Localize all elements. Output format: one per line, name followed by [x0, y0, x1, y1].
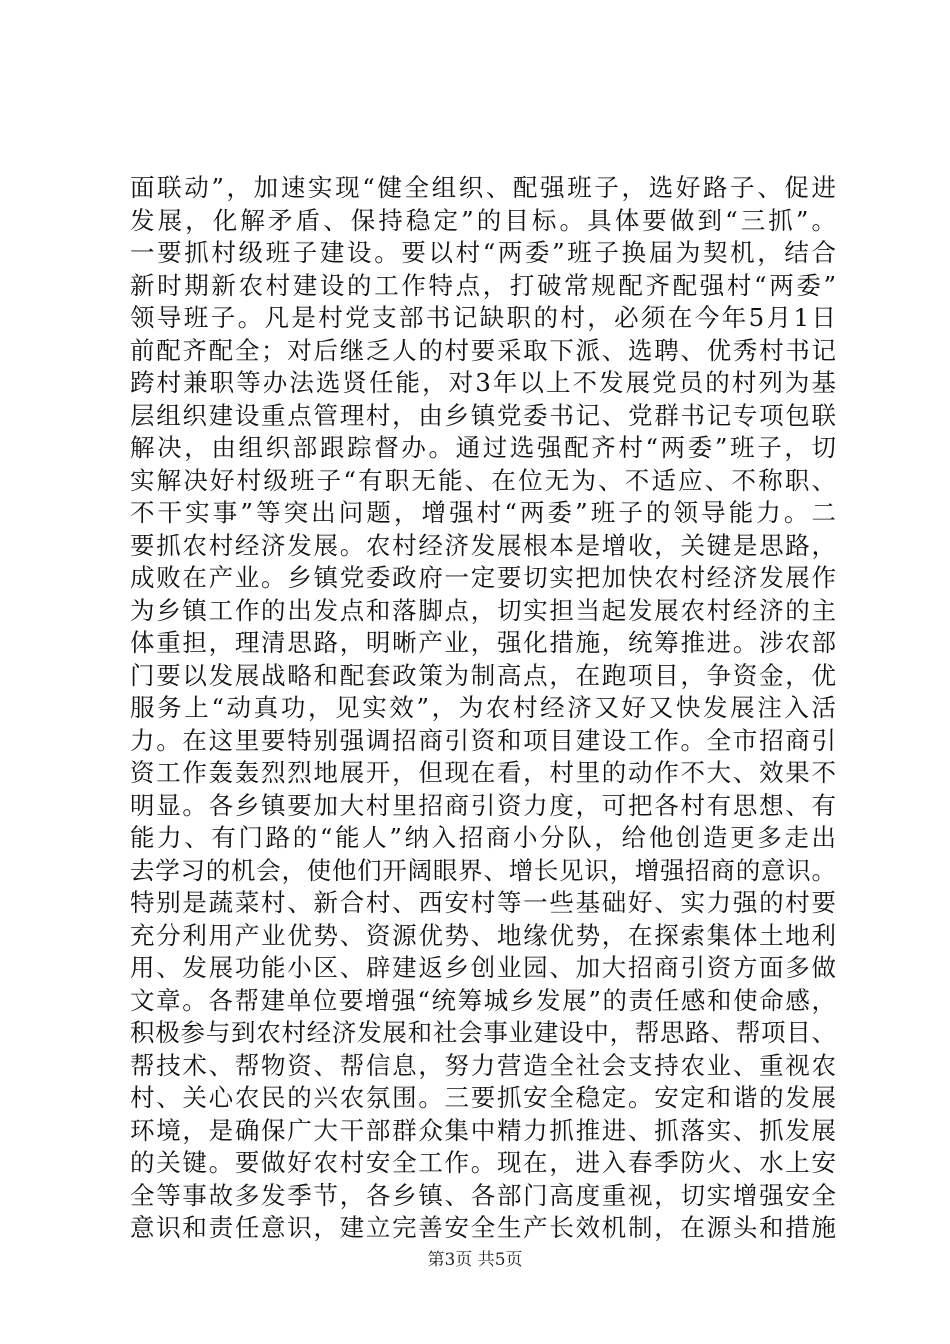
- text-line: 前配齐配全；对后继乏人的村要采取下派、选聘、优秀村书记: [130, 335, 836, 365]
- text-line: 层组织建设重点管理村，由乡镇党委书记、党群书记专项包联: [130, 400, 836, 430]
- text-line: 全等事故多发季节，各乡镇、各部门高度重视，切实增强安全: [130, 1180, 836, 1210]
- text-line: 环境，是确保广大干部群众集中精力抓推进、抓落实、抓发展: [130, 1115, 836, 1145]
- text-line: 去学习的机会，使他们开阔眼界、增长见识，增强招商的意识。: [130, 855, 836, 885]
- text-line: 意识和责任意识，建立完善安全生产长效机制，在源头和措施: [130, 1213, 836, 1242]
- text-line: 特别是蔬菜村、新合村、西安村等一些基础好、实力强的村要: [130, 888, 836, 917]
- text-line: 要抓农村经济发展。农村经济发展根本是增收，关键是思路，: [130, 530, 836, 560]
- text-line: 文章。各帮建单位要增强“统筹城乡发展”的责任感和使命感，: [130, 985, 836, 1015]
- text-line: 的关键。要做好农村安全工作。现在，进入春季防火、水上安: [130, 1148, 836, 1177]
- text-line: 成败在产业。乡镇党委政府一定要切实把加快农村经济发展作: [130, 563, 836, 592]
- text-line: 充分利用产业优势、资源优势、地缘优势，在探索集体土地利: [130, 920, 836, 950]
- text-line: 能力、有门路的“能人”纳入招商小分队，给他创造更多走出: [130, 823, 836, 852]
- text-line: 实解决好村级班子“有职无能、在位无为、不适应、不称职、: [130, 465, 836, 495]
- text-line: 不干实事”等突出问题，增强村“两委”班子的领导能力。二: [130, 498, 836, 527]
- page-number-footer: 第3页 共5页: [427, 1250, 523, 1270]
- text-line: 用、发展功能小区、辟建返乡创业园、加大招商引资方面多做: [130, 953, 836, 982]
- text-line: 门要以发展战略和配套政策为制高点，在跑项目，争资金，优: [130, 660, 836, 690]
- text-line: 积极参与到农村经济发展和社会事业建设中，帮思路、帮项目、: [130, 1018, 836, 1047]
- text-line: 一要抓村级班子建设。要以村“两委”班子换届为契机，结合: [130, 238, 836, 267]
- text-line: 为乡镇工作的出发点和落脚点，切实担当起发展农村经济的主: [130, 595, 836, 625]
- text-line: 新时期新农村建设的工作特点，打破常规配齐配强村“两委”: [130, 270, 836, 300]
- text-line: 发展，化解矛盾、保持稳定”的目标。具体要做到“三抓”。: [130, 205, 836, 235]
- text-line: 资工作轰轰烈烈地展开，但现在看，村里的动作不大、效果不: [130, 758, 836, 787]
- text-line: 领导班子。凡是村党支部书记缺职的村，必须在今年5月1日: [130, 303, 836, 332]
- text-line: 力。在这里要特别强调招商引资和项目建设工作。全市招商引: [130, 725, 836, 755]
- body-text: [130, 172, 836, 1245]
- text-line: 服务上“动真功，见实效”，为农村经济又好又快发展注入活: [130, 693, 836, 722]
- text-line: 体重担，理清思路，明晰产业，强化措施，统筹推进。涉农部: [130, 628, 836, 657]
- text-line: 帮技术、帮物资、帮信息，努力营造全社会支持农业、重视农: [130, 1050, 836, 1080]
- text-line: 明显。各乡镇要加大村里招商引资力度，可把各村有思想、有: [130, 790, 836, 820]
- text-line: 面联动”，加速实现“健全组织、配强班子，选好路子、促进: [130, 173, 836, 202]
- text-line: 跨村兼职等办法选贤任能，对3年以上不发展党员的村列为基: [130, 368, 836, 397]
- text-line: 解决，由组织部跟踪督办。通过选强配齐村“两委”班子，切: [130, 433, 836, 462]
- text-line: 村、关心农民的兴农氛围。三要抓安全稳定。安定和谐的发展: [130, 1083, 836, 1112]
